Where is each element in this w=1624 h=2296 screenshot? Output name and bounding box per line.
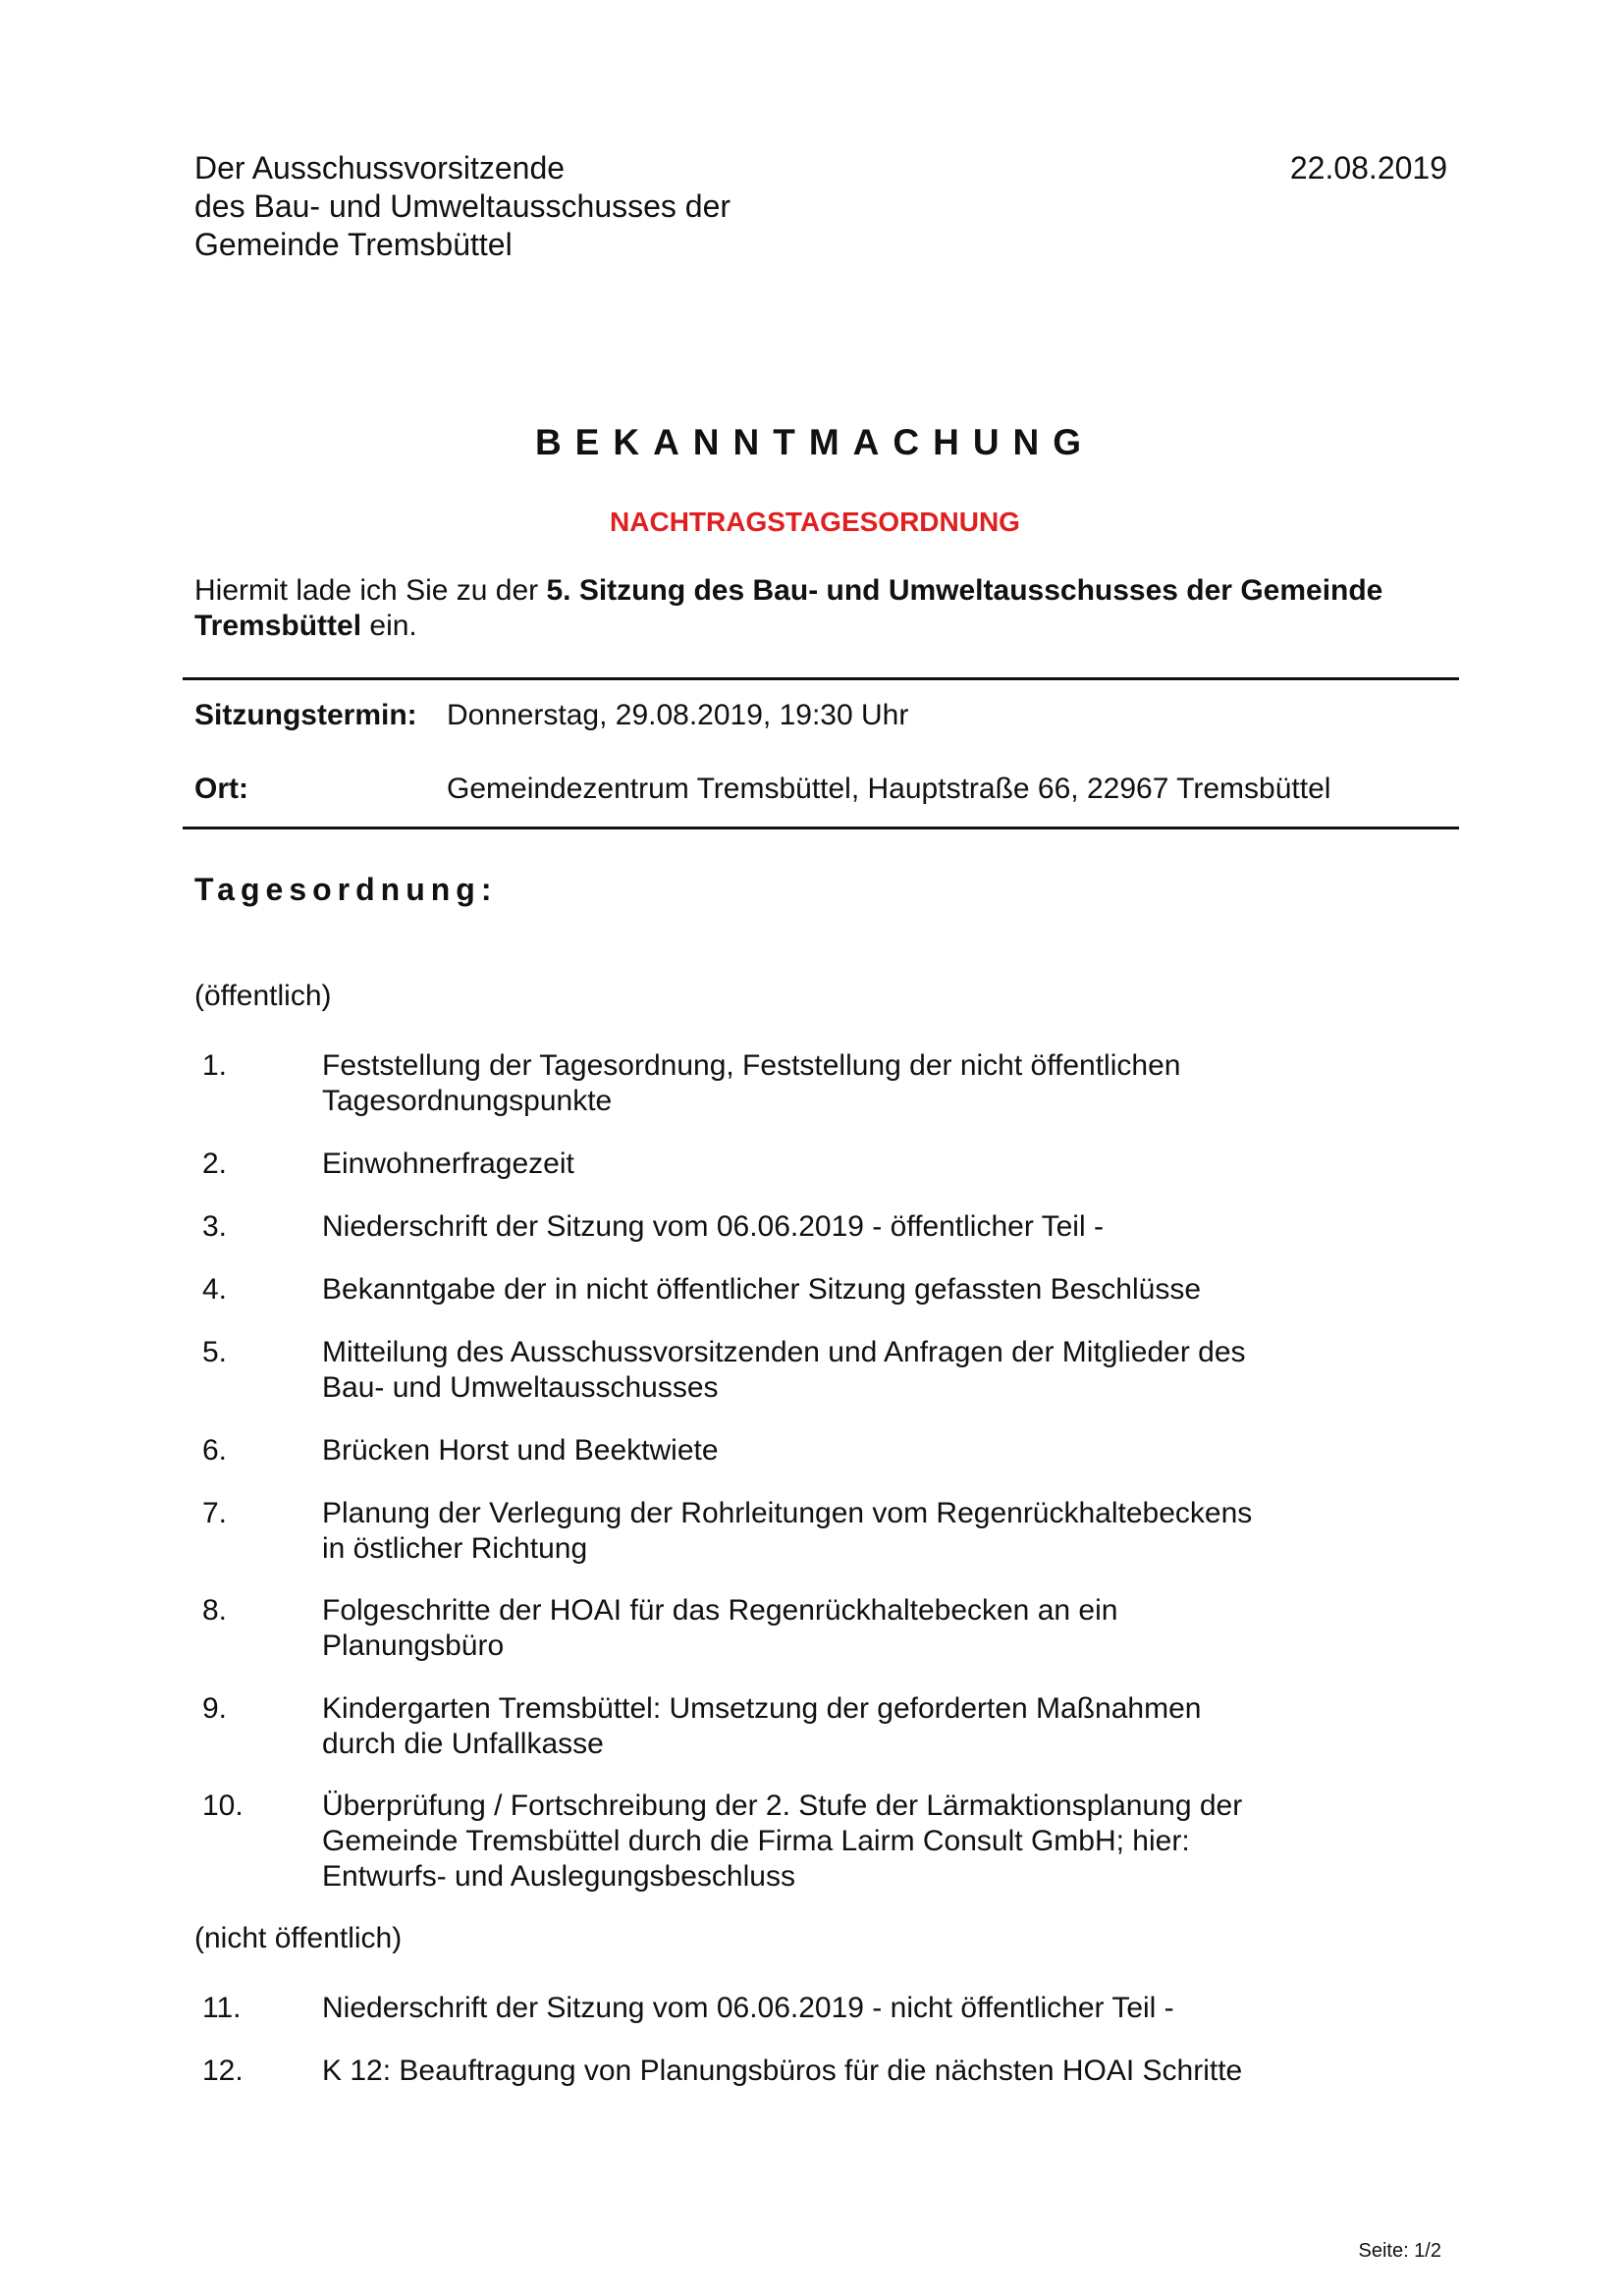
intro-bold: 5. Sitzung des Bau- und Umweltausschusses der Gemeinde Tremsbüttel [194,574,1383,642]
agenda-item-text: Bekanntgabe der in nicht öffentlicher Sitzung gefassten Beschlüsse [322,1273,1202,1306]
document-subtitle: NACHTRAGSTAGESORDNUNG [610,507,1020,537]
sender-line: Der Ausschussvorsitzende [194,150,566,186]
intro-suffix: ein. [361,610,417,642]
agenda-item-number: 6. [202,1434,228,1467]
agenda-item-text: Kindergarten Tremsbüttel: Umsetzung der geforderten Maßnahmen durch die Unfallkasse [322,1692,1202,1760]
meeting-place-value: Gemeindezentrum Tremsbüttel, Hauptstraße 66, 22967 Tremsbüttel [447,773,1331,805]
intro-prefix: Hiermit lade ich Sie zu der [194,574,547,607]
meeting-date-label: Sitzungstermin: [194,699,417,731]
private-section-label: (nicht öffentlich) [194,1922,403,1954]
agenda-item-text: Mitteilung des Ausschussvorsitzenden und Anfragen der Mitglieder des Bau- und Umweltausschusses [322,1336,1246,1404]
divider-bottom [183,827,1459,829]
agenda-item-number: 11. [202,1992,242,2024]
sender-block [194,149,731,264]
agenda-item-number: 2. [202,1148,228,1180]
agenda-item-number: 5. [202,1336,228,1368]
sender-line: des Bau- und Umweltausschusses der [194,188,731,224]
agenda-item-number: 1. [202,1049,228,1082]
agenda-item-number: 4. [202,1273,228,1306]
agenda-item-text: Niederschrift der Sitzung vom 06.06.2019 - öffentlicher Teil - [322,1210,1104,1243]
page-number: Seite: 1/2 [1358,2240,1441,2262]
document-title: BEKANNTMACHUNG [534,422,1096,462]
agenda-item-number: 8. [202,1594,228,1627]
public-section-label: (öffentlich) [194,980,332,1012]
agenda-item-text: Feststellung der Tagesordnung, Feststellung der nicht öffentlichen Tagesordnungspunkte [322,1049,1181,1117]
agenda-item-number: 12. [202,2055,244,2087]
agenda-item-text: Einwohnerfragezeit [322,1148,574,1180]
agenda-item-text: Folgeschritte der HOAI für das Regenrückhaltebecken an ein Planungsbüro [322,1594,1118,1662]
agenda-item-number: 3. [202,1210,228,1243]
invitation-text [194,573,1461,644]
divider-top [183,677,1459,680]
agenda-title: Tagesordnung: [194,872,498,907]
agenda-item-text: Überprüfung / Fortschreibung der 2. Stufe der Lärmaktionsplanung der Gemeinde Tremsbüttel durch die Firma Lairm Consult GmbH; hier: Entwurfs- und Auslegungsbeschluss [322,1789,1243,1893]
agenda-item-text: Brücken Horst und Beektwiete [322,1434,719,1467]
sender-line: Gemeinde Tremsbüttel [194,227,513,262]
document-date: 22.08.2019 [1289,150,1447,186]
agenda-item-text: Niederschrift der Sitzung vom 06.06.2019 - nicht öffentlicher Teil - [322,1992,1174,2024]
meeting-date-value: Donnerstag, 29.08.2019, 19:30 Uhr [447,699,909,731]
agenda-item-number: 9. [202,1692,228,1725]
meeting-place-label: Ort: [194,773,248,805]
agenda-item-text: Planung der Verlegung der Rohrleitungen vom Regenrückhaltebeckens in östlicher Richtung [322,1497,1253,1565]
agenda-item-number: 10. [202,1789,244,1822]
agenda-item-number: 7. [202,1497,228,1529]
agenda-item-text: K 12: Beauftragung von Planungsbüros für die nächsten HOAI Schritte [322,2055,1243,2087]
